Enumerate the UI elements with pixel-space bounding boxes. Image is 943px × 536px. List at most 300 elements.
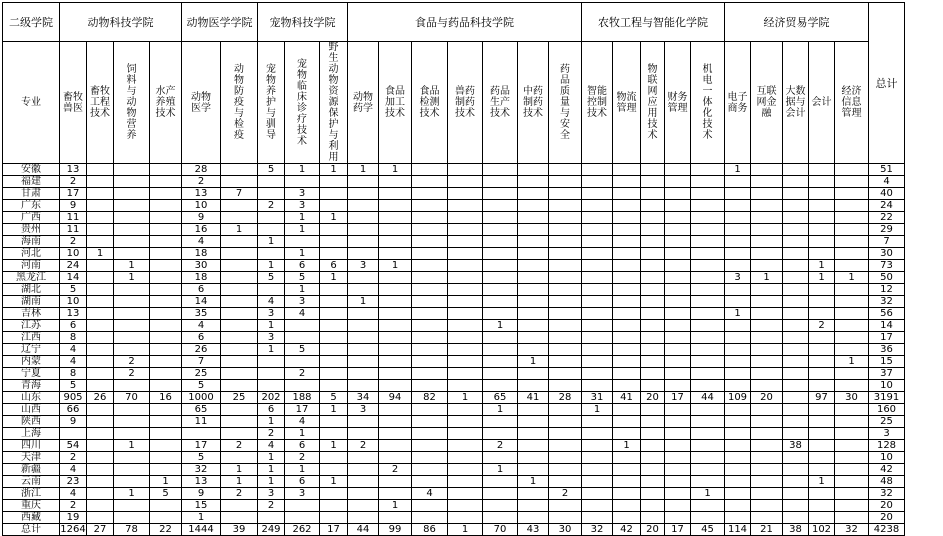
value-cell [518, 380, 549, 392]
value-cell [835, 188, 869, 200]
value-cell [221, 320, 258, 332]
row-total-cell: 22 [869, 212, 905, 224]
value-cell [665, 200, 691, 212]
major-header [641, 42, 665, 164]
value-cell [412, 356, 448, 368]
value-cell [613, 296, 641, 308]
value-cell [613, 260, 641, 272]
value-cell [60, 428, 87, 440]
table-row [3, 476, 905, 488]
value-cell [613, 332, 641, 344]
value-cell [665, 188, 691, 200]
value-cell [641, 416, 665, 428]
value-cell [641, 296, 665, 308]
value-cell [549, 344, 582, 356]
value-cell [665, 176, 691, 188]
value-cell [691, 476, 725, 488]
value-cell [613, 476, 641, 488]
value-cell [221, 212, 258, 224]
college-header: 动物医学学院 [182, 3, 258, 42]
value-cell: 4 [285, 416, 320, 428]
value-cell: 6 [258, 404, 285, 416]
value-cell: 3 [285, 488, 320, 500]
value-cell: 5 [320, 392, 348, 404]
value-cell [783, 224, 809, 236]
value-cell [412, 332, 448, 344]
value-cell: 1 [379, 500, 412, 512]
value-cell [809, 212, 835, 224]
value-cell [751, 488, 783, 500]
province-cell: 广东 [3, 200, 60, 212]
value-cell [182, 428, 221, 440]
value-cell: 1 [258, 452, 285, 464]
value-cell: 9 [60, 416, 87, 428]
province-cell: 黑龙江 [3, 272, 60, 284]
value-cell [518, 440, 549, 452]
value-cell: 65 [182, 404, 221, 416]
value-cell [150, 428, 182, 440]
value-cell [448, 224, 483, 236]
province-cell: 重庆 [3, 500, 60, 512]
value-cell [448, 176, 483, 188]
major-label: 野生动物资源保护与利用 [328, 42, 339, 163]
major-label: 食品加工技术 [385, 86, 405, 119]
value-cell [412, 344, 448, 356]
value-cell [665, 440, 691, 452]
column-total-cell: 22 [150, 524, 182, 536]
value-cell [783, 236, 809, 248]
value-cell [518, 416, 549, 428]
value-cell [483, 512, 518, 524]
value-cell [348, 176, 379, 188]
value-cell [150, 356, 182, 368]
value-cell: 2 [549, 488, 582, 500]
province-cell: 西藏 [3, 512, 60, 524]
value-cell: 28 [549, 392, 582, 404]
value-cell [448, 464, 483, 476]
value-cell [518, 344, 549, 356]
value-cell [582, 344, 613, 356]
value-cell [665, 272, 691, 284]
value-cell [665, 356, 691, 368]
value-cell [809, 236, 835, 248]
value-cell [751, 320, 783, 332]
value-cell [641, 164, 665, 176]
value-cell [613, 428, 641, 440]
value-cell [783, 284, 809, 296]
table-row [3, 440, 905, 452]
value-cell [518, 260, 549, 272]
major-header [835, 42, 869, 164]
table-row [3, 380, 905, 392]
value-cell: 2 [483, 440, 518, 452]
value-cell [258, 368, 285, 380]
value-cell [483, 224, 518, 236]
value-cell [665, 296, 691, 308]
major-header [182, 42, 221, 164]
value-cell [518, 488, 549, 500]
value-cell [114, 188, 150, 200]
province-cell: 青海 [3, 380, 60, 392]
value-cell [809, 452, 835, 464]
value-cell [114, 176, 150, 188]
value-cell: 15 [182, 500, 221, 512]
value-cell [751, 308, 783, 320]
column-total-cell: 45 [691, 524, 725, 536]
value-cell [221, 416, 258, 428]
value-cell [751, 380, 783, 392]
value-cell [691, 368, 725, 380]
value-cell [87, 236, 114, 248]
major-label: 中药制药技术 [523, 86, 543, 119]
value-cell [809, 416, 835, 428]
value-cell [809, 500, 835, 512]
value-cell [221, 296, 258, 308]
value-cell [641, 440, 665, 452]
value-cell [150, 452, 182, 464]
table-row [3, 344, 905, 356]
value-cell [751, 356, 783, 368]
row-total-cell: 42 [869, 464, 905, 476]
value-cell: 10 [60, 248, 87, 260]
value-cell [87, 452, 114, 464]
value-cell: 1 [114, 260, 150, 272]
value-cell: 1 [258, 236, 285, 248]
table-row [3, 404, 905, 416]
column-total-cell: 32 [582, 524, 613, 536]
value-cell [582, 164, 613, 176]
value-cell: 2 [221, 488, 258, 500]
value-cell [751, 284, 783, 296]
value-cell: 1 [320, 440, 348, 452]
row-total-cell: 3191 [869, 392, 905, 404]
value-cell [549, 200, 582, 212]
value-cell [641, 512, 665, 524]
table-row [3, 488, 905, 500]
value-cell [320, 224, 348, 236]
value-cell [582, 368, 613, 380]
value-cell [221, 380, 258, 392]
value-cell [448, 332, 483, 344]
column-total-cell: 102 [809, 524, 835, 536]
value-cell: 41 [518, 392, 549, 404]
value-cell [613, 164, 641, 176]
value-cell [348, 512, 379, 524]
value-cell: 1 [809, 476, 835, 488]
value-cell [258, 176, 285, 188]
college-header: 经济贸易学院 [725, 3, 869, 42]
value-cell [691, 428, 725, 440]
value-cell: 5 [182, 380, 221, 392]
value-cell [751, 428, 783, 440]
column-total-cell: 20 [641, 524, 665, 536]
value-cell: 5 [258, 272, 285, 284]
college-header: 农牧工程与智能化学院 [582, 3, 725, 42]
value-cell [665, 404, 691, 416]
value-cell: 6 [60, 320, 87, 332]
value-cell: 3 [258, 332, 285, 344]
table-row [3, 272, 905, 284]
value-cell: 1 [835, 356, 869, 368]
value-cell [518, 464, 549, 476]
value-cell: 1 [518, 476, 549, 488]
major-label: 互联网金融 [756, 86, 777, 119]
value-cell [483, 380, 518, 392]
value-cell: 4 [412, 488, 448, 500]
value-cell: 20 [641, 392, 665, 404]
value-cell [783, 200, 809, 212]
value-cell [114, 344, 150, 356]
value-cell: 16 [182, 224, 221, 236]
value-cell [448, 308, 483, 320]
value-cell [412, 308, 448, 320]
value-cell: 1 [114, 488, 150, 500]
value-cell: 24 [60, 260, 87, 272]
value-cell: 2 [285, 368, 320, 380]
value-cell: 1 [285, 464, 320, 476]
value-cell: 1 [320, 164, 348, 176]
value-cell [150, 512, 182, 524]
value-cell: 1 [448, 392, 483, 404]
value-cell [582, 272, 613, 284]
value-cell [582, 296, 613, 308]
value-cell [665, 452, 691, 464]
major-label: 物流管理 [616, 91, 637, 114]
value-cell: 13 [182, 476, 221, 488]
value-cell [835, 212, 869, 224]
province-cell: 贵州 [3, 224, 60, 236]
value-cell [783, 452, 809, 464]
value-cell [483, 308, 518, 320]
value-cell [87, 440, 114, 452]
value-cell [691, 356, 725, 368]
value-cell: 5 [150, 488, 182, 500]
value-cell [518, 368, 549, 380]
value-cell [549, 308, 582, 320]
major-header [691, 42, 725, 164]
value-cell [783, 404, 809, 416]
value-cell [285, 236, 320, 248]
value-cell [258, 356, 285, 368]
value-cell [379, 236, 412, 248]
major-header [114, 42, 150, 164]
value-cell [691, 176, 725, 188]
value-cell [379, 488, 412, 500]
value-cell: 5 [285, 344, 320, 356]
value-cell [114, 248, 150, 260]
value-cell [518, 248, 549, 260]
value-cell: 25 [221, 392, 258, 404]
major-header [285, 42, 320, 164]
value-cell: 20 [751, 392, 783, 404]
value-cell [258, 188, 285, 200]
value-cell [549, 164, 582, 176]
value-cell: 1 [348, 296, 379, 308]
value-cell [641, 368, 665, 380]
value-cell [150, 416, 182, 428]
value-cell: 1 [285, 164, 320, 176]
value-cell [379, 368, 412, 380]
value-cell [320, 332, 348, 344]
value-cell [725, 236, 751, 248]
value-cell [725, 380, 751, 392]
value-cell [835, 248, 869, 260]
corner-major-header: 专业 [3, 42, 60, 164]
value-cell [348, 332, 379, 344]
value-cell [665, 224, 691, 236]
value-cell [483, 164, 518, 176]
value-cell [150, 188, 182, 200]
value-cell: 5 [258, 164, 285, 176]
value-cell [665, 260, 691, 272]
value-cell: 2 [182, 176, 221, 188]
value-cell [835, 368, 869, 380]
value-cell [114, 500, 150, 512]
value-cell [379, 296, 412, 308]
value-cell [783, 380, 809, 392]
value-cell: 3 [258, 308, 285, 320]
row-total-cell: 7 [869, 236, 905, 248]
value-cell [412, 248, 448, 260]
value-cell: 65 [483, 392, 518, 404]
value-cell [641, 284, 665, 296]
college-header: 食品与药品科技学院 [348, 3, 582, 42]
value-cell [641, 320, 665, 332]
value-cell: 9 [182, 212, 221, 224]
value-cell [150, 176, 182, 188]
value-cell: 31 [582, 392, 613, 404]
value-cell [258, 224, 285, 236]
value-cell [348, 224, 379, 236]
value-cell [87, 464, 114, 476]
value-cell [549, 404, 582, 416]
value-cell [518, 320, 549, 332]
value-cell: 4 [60, 488, 87, 500]
value-cell [809, 176, 835, 188]
value-cell [582, 320, 613, 332]
value-cell [641, 332, 665, 344]
value-cell [348, 488, 379, 500]
value-cell [582, 488, 613, 500]
value-cell [448, 488, 483, 500]
value-cell [549, 428, 582, 440]
value-cell [835, 200, 869, 212]
value-cell [320, 320, 348, 332]
value-cell [379, 212, 412, 224]
value-cell [150, 500, 182, 512]
value-cell [751, 404, 783, 416]
value-cell [582, 500, 613, 512]
value-cell [114, 200, 150, 212]
major-label: 药品生产技术 [490, 86, 510, 119]
value-cell [582, 452, 613, 464]
value-cell [641, 380, 665, 392]
value-cell [348, 236, 379, 248]
value-cell [150, 296, 182, 308]
major-label: 经济信息管理 [841, 86, 862, 119]
value-cell [783, 488, 809, 500]
value-cell [221, 164, 258, 176]
value-cell [549, 248, 582, 260]
province-cell: 江苏 [3, 320, 60, 332]
value-cell: 9 [60, 200, 87, 212]
value-cell [641, 356, 665, 368]
value-cell [691, 224, 725, 236]
province-cell: 河南 [3, 260, 60, 272]
value-cell [725, 176, 751, 188]
value-cell [835, 440, 869, 452]
table-row [3, 248, 905, 260]
value-cell [221, 368, 258, 380]
value-cell [150, 368, 182, 380]
value-cell [783, 320, 809, 332]
major-label: 动物医学 [191, 91, 211, 114]
value-cell [379, 284, 412, 296]
value-cell [379, 248, 412, 260]
value-cell [114, 452, 150, 464]
value-cell [835, 164, 869, 176]
value-cell [412, 296, 448, 308]
value-cell [412, 164, 448, 176]
value-cell: 4 [60, 356, 87, 368]
value-cell [87, 476, 114, 488]
value-cell [448, 284, 483, 296]
value-cell [379, 440, 412, 452]
major-label: 药品质量与安全 [560, 64, 570, 141]
value-cell [114, 428, 150, 440]
totals-label: 总计 [3, 524, 60, 536]
value-cell [783, 176, 809, 188]
value-cell [549, 260, 582, 272]
value-cell [665, 368, 691, 380]
value-cell [379, 404, 412, 416]
value-cell [412, 416, 448, 428]
province-cell: 新疆 [3, 464, 60, 476]
value-cell [549, 296, 582, 308]
value-cell [691, 296, 725, 308]
value-cell [809, 488, 835, 500]
value-cell [582, 464, 613, 476]
table-row [3, 212, 905, 224]
value-cell [665, 416, 691, 428]
value-cell: 9 [182, 488, 221, 500]
value-cell [221, 500, 258, 512]
value-cell [258, 248, 285, 260]
value-cell: 1 [285, 212, 320, 224]
value-cell [221, 332, 258, 344]
value-cell [725, 428, 751, 440]
value-cell [150, 236, 182, 248]
value-cell [483, 332, 518, 344]
value-cell [379, 272, 412, 284]
value-cell: 2 [285, 452, 320, 464]
value-cell [725, 200, 751, 212]
value-cell [348, 452, 379, 464]
value-cell: 94 [379, 392, 412, 404]
value-cell: 1 [221, 464, 258, 476]
value-cell: 38 [783, 440, 809, 452]
value-cell [150, 320, 182, 332]
value-cell [483, 476, 518, 488]
value-cell [582, 176, 613, 188]
value-cell [483, 236, 518, 248]
value-cell [691, 308, 725, 320]
value-cell: 202 [258, 392, 285, 404]
value-cell [87, 296, 114, 308]
major-header [379, 42, 412, 164]
value-cell [809, 512, 835, 524]
value-cell [641, 248, 665, 260]
